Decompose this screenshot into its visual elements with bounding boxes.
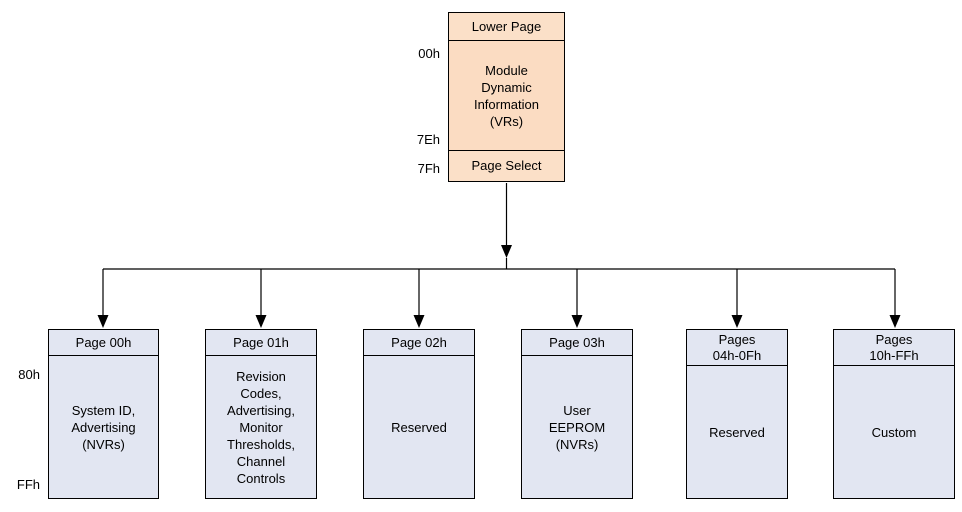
page-00h-line-1: System ID,: [71, 402, 136, 418]
page-10h-FFh-header-line-1: Pages: [875, 332, 913, 347]
module-dynamic-line-3: Information: [473, 96, 540, 112]
page-00h-line-3: (NVRs): [82, 436, 125, 452]
page-03h-header: Page 03h: [522, 330, 632, 356]
page-04h-0Fh-line-1: Reserved: [709, 424, 765, 440]
page-01h-header: Page 01h: [206, 330, 316, 356]
page-01h-line-2: Codes,: [240, 385, 282, 401]
page-01h-line-5: Thresholds,: [227, 436, 295, 452]
page-01h-line-6: Channel: [236, 453, 286, 469]
module-dynamic-line-2: Dynamic: [481, 79, 532, 95]
page-00h-body: [49, 356, 158, 498]
address-label-00h: 00h: [418, 46, 440, 61]
module-dynamic-line-1: Module: [485, 62, 528, 78]
address-label-7Eh: 7Eh: [416, 132, 440, 147]
page-01h-body: [206, 356, 316, 498]
page-01h-line-4: Monitor: [239, 419, 283, 435]
page-04h-0Fh-header-line-2: 04h-0Fh: [712, 348, 762, 363]
page-01h-line-7: Controls: [236, 470, 286, 486]
page-01h-line-1: Revision: [236, 368, 286, 384]
page-02h-line-1: Reserved: [391, 419, 447, 435]
page-box-04h-0Fh: [686, 329, 788, 499]
page-00h-header: Page 00h: [49, 330, 158, 356]
page-10h-FFh-header: [834, 330, 954, 366]
page-box-03h: [521, 329, 633, 499]
page-box-10h-FFh: [833, 329, 955, 499]
page-02h-header: Page 02h: [364, 330, 474, 356]
page-00h-line-2: Advertising: [71, 419, 136, 435]
lower-page-block: [448, 12, 565, 182]
page-box-02h: [363, 329, 475, 499]
address-label-7Fh: 7Fh: [417, 161, 440, 176]
address-label-FFh: FFh: [16, 477, 40, 492]
page-box-00h: [48, 329, 159, 499]
page-01h-line-3: Advertising,: [227, 402, 295, 418]
page-04h-0Fh-header: [687, 330, 787, 366]
page-03h-line-1: User: [563, 402, 591, 418]
page-10h-FFh-body: [834, 366, 954, 498]
module-dynamic-line-4: (VRs): [489, 113, 524, 129]
page-03h-body: [522, 356, 632, 498]
page-10h-FFh-header-line-2: 10h-FFh: [869, 348, 919, 363]
page-04h-0Fh-header-line-1: Pages: [718, 332, 756, 347]
page-10h-FFh-line-1: Custom: [871, 424, 917, 440]
page-03h-line-2: EEPROM: [548, 419, 606, 435]
page-select-cell: Page Select: [449, 151, 564, 181]
lower-page-header: Lower Page: [449, 13, 564, 41]
page-02h-body: [364, 356, 474, 498]
page-04h-0Fh-body: [687, 366, 787, 498]
address-label-80h: 80h: [18, 367, 40, 382]
module-dynamic-information-cell: [449, 41, 564, 151]
page-03h-line-3: (NVRs): [555, 436, 599, 452]
page-box-01h: [205, 329, 317, 499]
